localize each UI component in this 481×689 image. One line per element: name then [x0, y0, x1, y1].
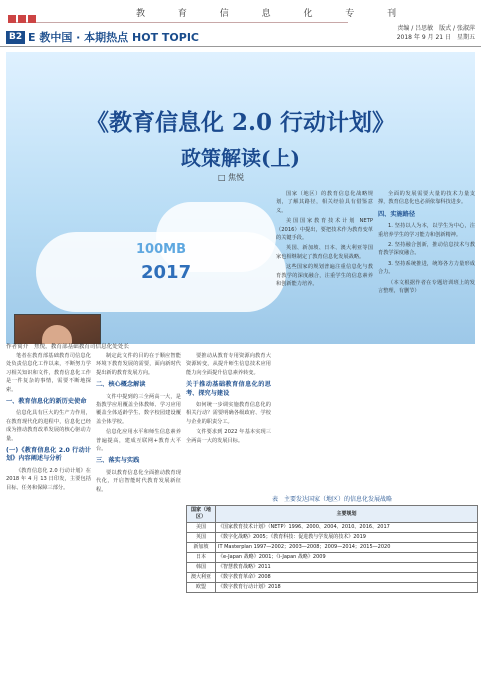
table-row: [187, 523, 478, 533]
table-cell-plan: 《数字教育革命》2008: [216, 573, 478, 583]
table-row: [187, 543, 478, 553]
article-column-1: [6, 352, 91, 494]
paragraph: 国家（地区）的教育信息化战略规划，了解其路径，相关经验具有借鉴意义。: [276, 191, 373, 214]
article-title: 《教育信息化 2.0 行动计划》: [85, 109, 396, 136]
table-cell-plan: 《e-Japan 战略》2001；《i-Japan 战略》2009: [216, 553, 478, 563]
table-cell-plan: IT Masterplan 1997—2002；2003—2008；2009—2014；2015—2020: [216, 543, 478, 553]
paragraph: 这些国家的规划普遍注重信息化与教育教学的深度融合，注重学生的信息素养和创新能力培养。: [276, 264, 373, 288]
table-row: [187, 583, 478, 593]
section-heading: 关于推动基础教育信息化的思考、探究与建设: [186, 381, 271, 397]
table-cell-country: 韩国: [187, 563, 216, 573]
paragraph: 信息化应用水平和师生信息素养普遍提高，建成互联网+教育大平台。: [96, 429, 181, 453]
article-author: □ 焦悦: [218, 173, 245, 182]
paragraph: 2. 坚持融合创新，推动信息技术与教育教学深度融合。: [378, 242, 475, 257]
table-row: [187, 553, 478, 563]
paragraph: 文件中提到的三全两高一大，是指教学应用覆盖全体教师、学习应用覆盖全体适龄学生、数字校园建设覆盖全体学校。: [96, 393, 181, 425]
table-header-country: 国家（地区）: [187, 506, 216, 523]
paragraph: 制定此文件的目的在于顺应智能环境下教育发展的需要，面向新时代提出新的教育发展方向。: [96, 353, 181, 376]
table-cell-country: 日本: [187, 553, 216, 563]
paragraph: 要推动从教育专用资源向教育大资源转变，从提升师生信息技术应用能力向全面提升信息素养转变。: [186, 353, 271, 376]
table-cell-plan: 《数字化战略》2005；《教育科技：促进教与学发展的技术》2019: [216, 533, 478, 543]
masthead-title: 教 育 信 息 化 专 刊: [136, 9, 412, 19]
article-column-3: [186, 352, 271, 447]
paragraph: 英国、新加坡、日本、澳大利亚等国家也相继制定了教育信息化发展战略。: [276, 245, 373, 260]
author-photo: [14, 314, 101, 344]
paragraph: 《教育信息化 2.0 行动计划》在 2018 年 4 月 13 日印发，主要包括目标、任务和保障三部分。: [6, 467, 91, 491]
table-row: [187, 533, 478, 543]
paragraph: 如何统一步调实施教育信息化的相关行动？需要明确各级政府、学校与企业的职责分工。: [186, 402, 271, 425]
paragraph: 信息化具有巨大的生产力作用，在教育现代化的进程中，信息化已经成为推动教育改革发展的核心驱动力量。: [6, 410, 91, 442]
table-title: 表 主要发达国家（地区）的信息化发展战略: [271, 496, 392, 503]
table-row: [187, 563, 478, 573]
paragraph: 1. 坚持以人为本，以学生为中心，注重培养学生的学习能力和创新精神。: [378, 223, 475, 238]
brand-title: E 教中国 · 本期热点 HOT TOPIC: [28, 31, 199, 44]
table-cell-country: 美国: [187, 523, 216, 533]
section-heading: 三、落实与实践: [96, 457, 140, 465]
strategy-table: [186, 494, 478, 664]
hero-year-label: 2017: [141, 262, 192, 283]
table-row: [187, 573, 478, 583]
article-column-4: [276, 190, 373, 290]
article-column-5: [378, 190, 475, 297]
paragraph: 全面的发展需要大量的技术力量支撑，教育信息化也必须依靠科技进步。: [378, 191, 475, 206]
table-cell-country: 新加坡: [187, 543, 216, 553]
table-header-plan: 主要规划: [216, 506, 478, 523]
table-cell-plan: 《国家教育技术计划》（NETP）1996、2000、2004、2010、2016、2017: [216, 523, 478, 533]
section-heading: 二、核心概念解读: [96, 381, 146, 389]
page-number: B2: [6, 31, 25, 44]
header-bar: [0, 25, 481, 47]
table-cell-country: 欧盟: [187, 583, 216, 593]
editor-line: 责编 / 吕思敏 版式 / 张淑萍: [397, 25, 475, 32]
paragraph: 要以教育信息化全面推动教育现代化，开启智能时代教育发展新征程。: [96, 469, 181, 493]
paragraph: 笔者在教育部基础教育司信息化处负责信息化工作以来，不断努力学习相关知识和文件，教育信息化工作是一件复杂的事情，需要不断地探索。: [6, 353, 91, 393]
paragraph: 美国国家教育技术计划 NETP（2016）中提出，要把技术作为教育变革的关键手段。: [276, 218, 373, 242]
table-cell-country: 英国: [187, 533, 216, 543]
section-heading: (一)《教育信息化 2.0 行动计划》内容阐述与分析: [6, 447, 91, 463]
table-cell-plan: 《数字教育行动计划》2018: [216, 583, 478, 593]
table: [186, 505, 478, 593]
photo-caption: 作者简介 焦悦，教育部基础教育司信息化处处长: [6, 344, 130, 350]
table-header-row: [187, 506, 478, 523]
issue-meta: [397, 24, 475, 42]
table-cell-country: 澳大利亚: [187, 573, 216, 583]
hero-mb-label: 100MB: [136, 242, 186, 257]
date-line: 2018 年 9 月 21 日 星期五: [396, 34, 475, 41]
article-subtitle: 政策解读(上): [181, 146, 300, 170]
paragraph: 文件要求到 2022 年基本实现三全两高一大的发展目标。: [186, 429, 271, 444]
paragraph: 3. 坚持系统推进，统筹各方力量形成合力。: [378, 260, 475, 276]
article-column-2: [96, 352, 181, 496]
section-heading: 一、教育信息化的新历史使命: [6, 398, 87, 406]
article-note: （本文根据作者在专题培训班上的发言整理，有删节）: [378, 279, 475, 295]
table-cell-plan: 《智慧教育战略》2011: [216, 563, 478, 573]
section-heading: 四、实施路径: [378, 210, 416, 218]
